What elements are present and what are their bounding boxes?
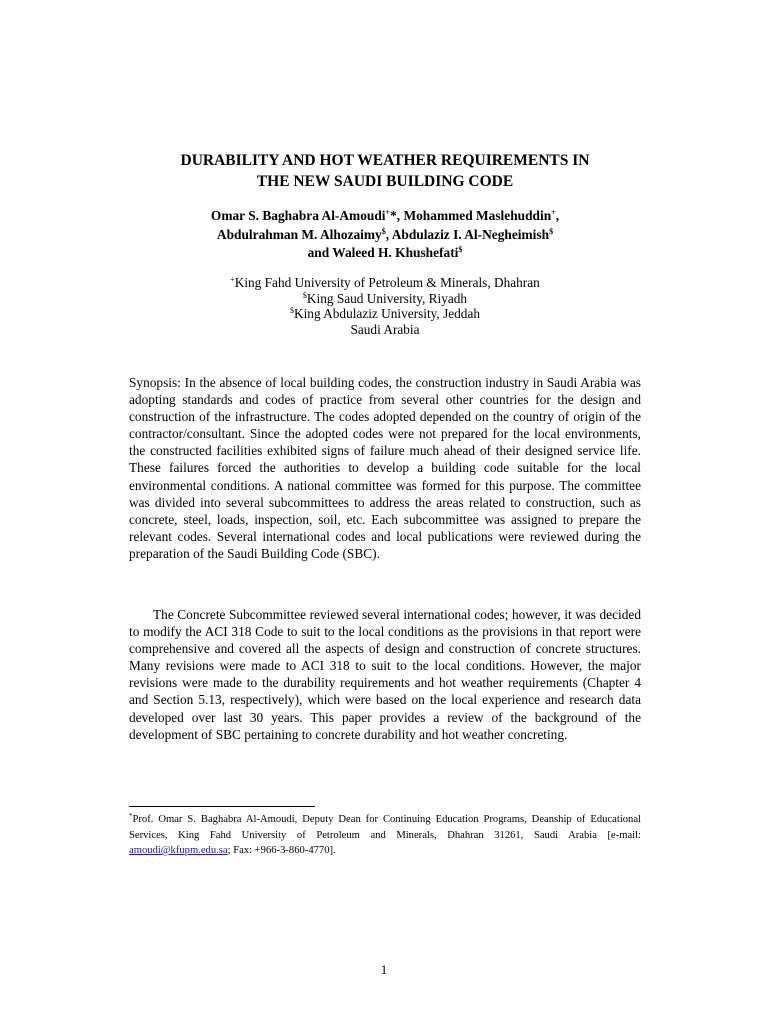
affiliation-text: King Fahd University of Petroleum & Minerals, Dhahran bbox=[234, 275, 540, 290]
author-name: Mohammed Maslehuddin bbox=[403, 208, 552, 223]
title-line-1: DURABILITY AND HOT WEATHER REQUIREMENTS IN bbox=[180, 152, 590, 169]
footnote-mark: * bbox=[129, 812, 133, 820]
author-name: Waleed H. Khushefati bbox=[332, 245, 459, 260]
affiliation bbox=[129, 306, 641, 322]
footnote-text-end: ; Fax: +966-3-860-4770]. bbox=[227, 845, 336, 856]
affiliation-text: King Abdulaziz University, Jeddah bbox=[294, 306, 480, 321]
paper-title bbox=[129, 150, 641, 192]
author-prefix: and bbox=[307, 245, 333, 260]
affiliation-mark: + bbox=[385, 208, 391, 217]
footnote-divider bbox=[129, 806, 315, 807]
affiliation-country: Saudi Arabia bbox=[350, 321, 420, 337]
author-line-1 bbox=[129, 207, 641, 226]
affiliation-mark: $ bbox=[458, 245, 463, 254]
author-separator: , bbox=[385, 226, 392, 242]
affiliation-list bbox=[129, 275, 641, 337]
synopsis-paragraph: Synopsis: In the absence of local building codes, the construction industry in Saudi Arabia was adopting standards and codes of practice from several other countries for the design and construction of the infrastructure. The codes adopted depended on the country of origin of the contractor/consultant. Since the adopted codes were not prepared for the local environments, the constructed facilities exhibited signs of failure much ahead of their designed service life. These failures forced the authorities to develop a building code suitable for the local environmental conditions. A national committee was formed for this purpose. The committee was divided into several subcommittees to address the areas related to construction, such as concrete, steel, loads, inspection, soil, etc. Each subcommittee was assigned to prepare the relevant codes. Several international codes and local publications were reviewed during the preparation of the Saudi Building Code (SBC). bbox=[129, 375, 641, 561]
corresponding-mark: *, bbox=[390, 208, 404, 223]
affiliation-mark: $ bbox=[290, 306, 294, 315]
affiliation bbox=[129, 275, 641, 291]
affiliation-mark: $ bbox=[549, 226, 554, 236]
title-line-2: THE NEW SAUDI BUILDING CODE bbox=[256, 173, 514, 190]
affiliation-text: King Saud University, Riyadh bbox=[306, 290, 468, 306]
affiliation-mark: $ bbox=[381, 226, 386, 236]
affiliation-mark: + bbox=[230, 275, 235, 284]
author-list bbox=[129, 207, 641, 263]
footnote-text: Prof. Omar S. Baghabra Al-Amoudi, Deputy Dean for Continuing Education Programs, Deanship of Educational Services, King Fahd University of Petroleum and Minerals, Dhahran 31261, Saudi Arabia [e-mail: bbox=[129, 814, 641, 841]
affiliation bbox=[129, 291, 641, 307]
footnote bbox=[129, 812, 641, 859]
author-name: Abdulrahman M. Alhozaimy bbox=[216, 226, 382, 242]
author-separator: , bbox=[555, 208, 560, 223]
affiliation-mark: + bbox=[551, 208, 556, 217]
author-line-2 bbox=[129, 226, 641, 245]
affiliation-mark: $ bbox=[302, 290, 307, 300]
author-line-3 bbox=[129, 244, 641, 263]
author-name: Omar S. Baghabra Al-Amoudi bbox=[210, 208, 386, 223]
page-number: 1 bbox=[380, 962, 388, 977]
email-link[interactable]: amoudi@kfupm.edu.sa bbox=[129, 845, 228, 856]
body-paragraph: The Concrete Subcommittee reviewed several international codes; however, it was decided to modify the ACI 318 Code to suit to the local conditions as the provisions in that report were comprehensive and covered all the aspects of design and construction of concrete structures. Many revisions were made to ACI 318 to suit to the local conditions. However, the major revisions were made to the durability requirements and hot weather requirements (Chapter 4 and Section 5.13, respectively), which were based on the local experience and research data developed over last 30 years. This paper provides a review of the background of the development of SBC pertaining to concrete durability and hot weather concreting. bbox=[129, 607, 641, 742]
author-name: Abdulaziz I. Al-Negheimish bbox=[391, 226, 550, 242]
